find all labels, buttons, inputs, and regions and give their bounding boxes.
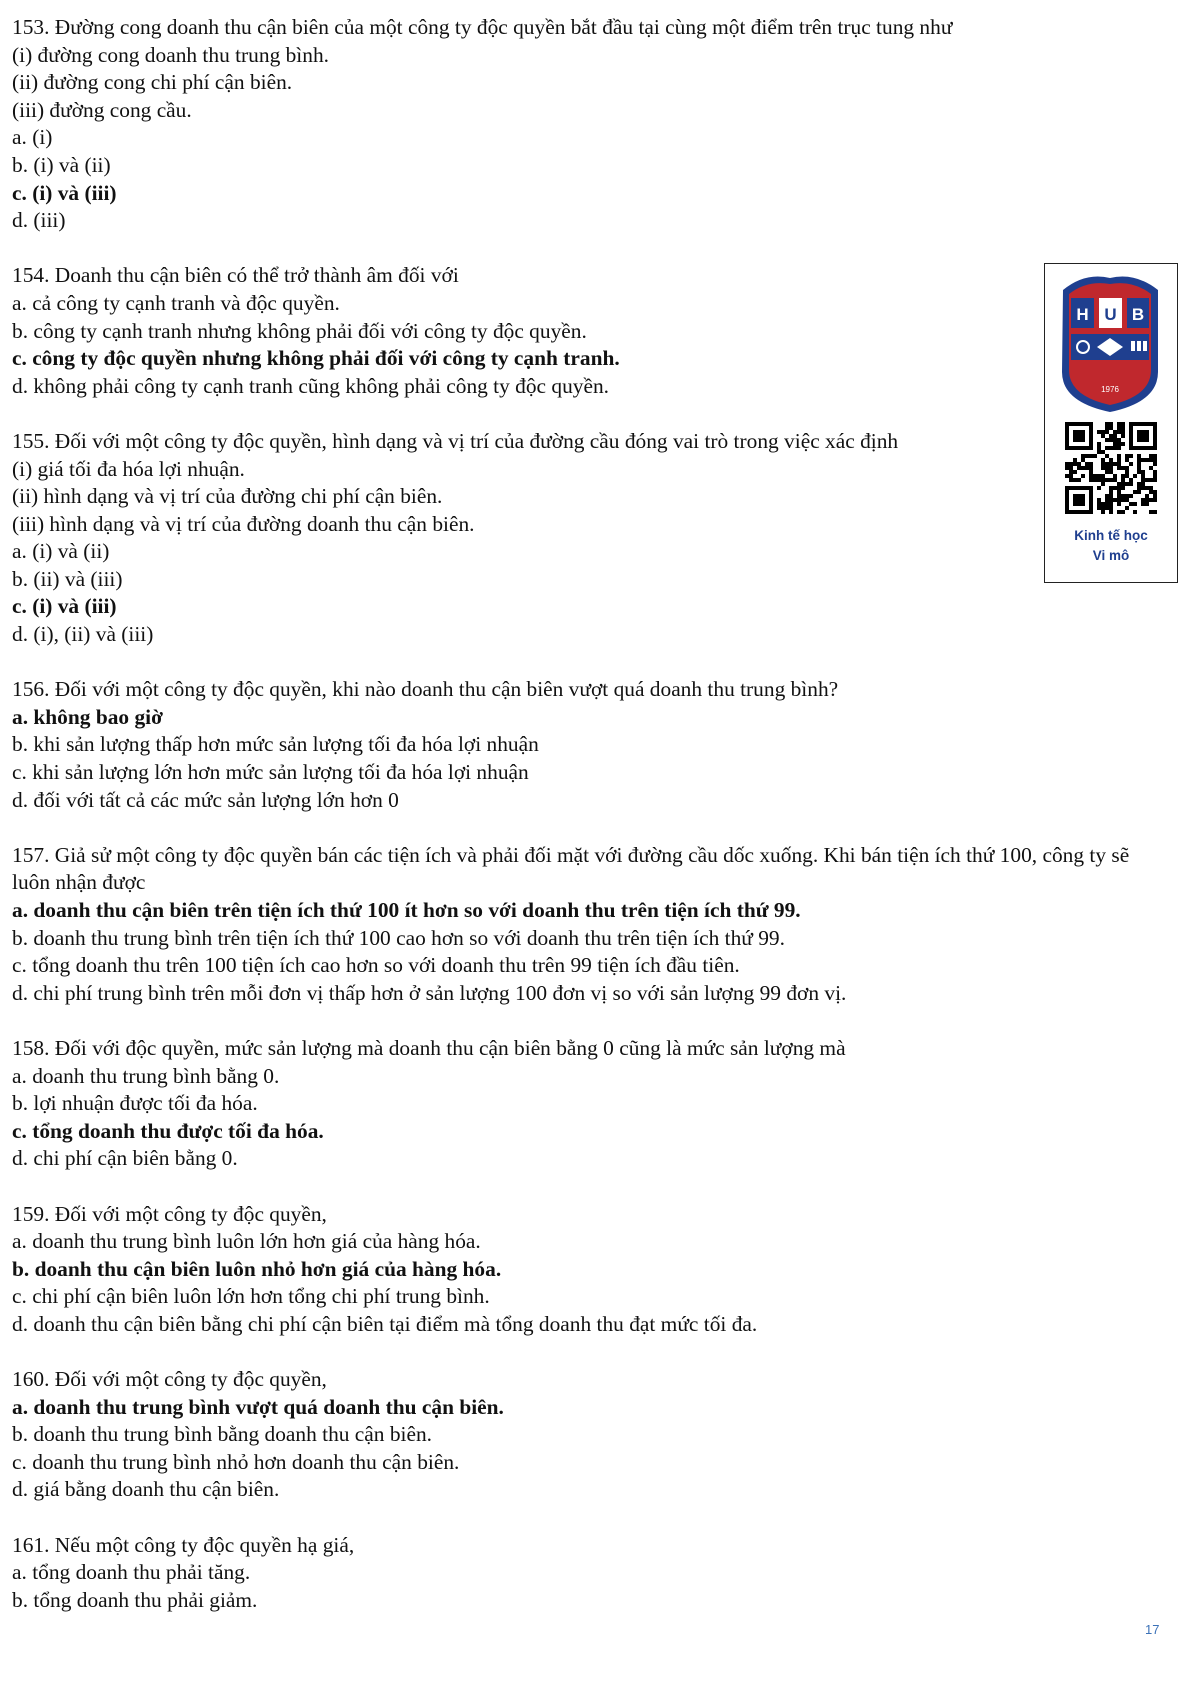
answer-option: d. giá bằng doanh thu cận biên. xyxy=(12,1477,280,1502)
question-stem: 159. Đối với một công ty độc quyền, xyxy=(12,1201,327,1226)
question-block xyxy=(12,262,1172,400)
question-block xyxy=(12,1201,1172,1339)
question-stem: 156. Đối với một công ty độc quyền, khi nào doanh thu cận biên vượt quá doanh thu trung bình? xyxy=(12,677,839,702)
answer-option: a. doanh thu trung bình vượt quá doanh thu cận biên. xyxy=(12,1394,504,1419)
answer-option: (iii) đường cong cầu. xyxy=(12,97,192,122)
answer-option: c. doanh thu trung bình nhỏ hơn doanh thu cận biên. xyxy=(12,1449,460,1474)
answer-option: a. doanh thu cận biên trên tiện ích thứ 100 ít hơn so với doanh thu trên tiện ích thứ 99. xyxy=(12,898,801,922)
document-body xyxy=(12,14,1172,1642)
answer-option: b. công ty cạnh tranh nhưng không phải đối với công ty độc quyền. xyxy=(12,318,587,343)
answer-option: a. không bao giờ xyxy=(12,704,163,729)
emblem-letter: U xyxy=(1104,305,1117,324)
question-stem: 161. Nếu một công ty độc quyền hạ giá, xyxy=(12,1532,355,1557)
answer-option: c. tổng doanh thu trên 100 tiện ích cao hơn so với doanh thu trên 99 tiện ích đầu tiên. xyxy=(12,953,740,978)
answer-option: a. cả công ty cạnh tranh và độc quyền. xyxy=(12,290,340,315)
answer-option: d. đối với tất cả các mức sản lượng lớn hơn 0 xyxy=(12,787,399,812)
answer-option: c. chi phí cận biên luôn lớn hơn tổng chi phí trung bình. xyxy=(12,1284,490,1309)
emblem-letter: H xyxy=(1076,305,1089,324)
question-stem: 160. Đối với một công ty độc quyền, xyxy=(12,1367,327,1392)
page-number: 17 xyxy=(1145,1622,1160,1637)
answer-option: c. khi sản lượng lớn hơn mức sản lượng tối đa hóa lợi nhuận xyxy=(12,760,529,785)
answer-option: (i) đường cong doanh thu trung bình. xyxy=(12,42,329,67)
emblem-year: 1976 xyxy=(1101,385,1119,394)
question-stem: 153. Đường cong doanh thu cận biên của một công ty độc quyền bắt đầu tại cùng một điểm trên trục tung như xyxy=(12,15,953,39)
answer-option: b. tổng doanh thu phải giảm. xyxy=(12,1587,258,1612)
emblem-letter: B xyxy=(1131,305,1145,324)
question-block xyxy=(12,676,1172,814)
answer-option: b. (i) và (ii) xyxy=(12,152,111,177)
question-stem: 157. Giả sử một công ty độc quyền bán các tiện ích và phải đối mặt với đường cầu dốc xuống. Khi bán tiện ích thứ 100, công ty sẽ luôn nhận được xyxy=(12,842,1130,895)
question-block xyxy=(12,842,1172,1008)
answer-option: a. doanh thu trung bình bằng 0. xyxy=(12,1063,280,1088)
question-stem: 154. Doanh thu cận biên có thể trở thành âm đối với xyxy=(12,263,459,288)
answer-option: c. tổng doanh thu được tối đa hóa. xyxy=(12,1118,324,1143)
answer-option: c. công ty độc quyền nhưng không phải đối với công ty cạnh tranh. xyxy=(12,346,620,371)
answer-option: b. (ii) và (iii) xyxy=(12,566,123,591)
answer-option: b. doanh thu trung bình trên tiện ích thứ 100 cao hơn so với doanh thu trên tiện ích thứ 99. xyxy=(12,925,785,950)
answer-option: c. (i) và (iii) xyxy=(12,594,117,619)
answer-option: a. (i) xyxy=(12,125,53,150)
answer-option: d. chi phí trung bình trên mỗi đơn vị thấp hơn ở sản lượng 100 đơn vị so với sản lượng 99 đơn vị. xyxy=(12,980,847,1005)
answer-option: d. chi phí cận biên bằng 0. xyxy=(12,1146,238,1171)
question-block xyxy=(12,1035,1172,1173)
answer-option: b. doanh thu cận biên luôn nhỏ hơn giá của hàng hóa. xyxy=(12,1256,502,1281)
answer-option: b. lợi nhuận được tối đa hóa. xyxy=(12,1091,258,1116)
answer-option: d. không phải công ty cạnh tranh cũng không phải công ty độc quyền. xyxy=(12,373,610,398)
logo-card xyxy=(1044,263,1178,583)
answer-option: c. (i) và (iii) xyxy=(12,180,117,205)
answer-option: (ii) hình dạng và vị trí của đường chi phí cận biên. xyxy=(12,484,443,509)
answer-option: d. (iii) xyxy=(12,208,66,233)
answer-option: a. (i) và (ii) xyxy=(12,539,110,564)
question-block xyxy=(12,428,1172,649)
answer-option: d. (i), (ii) và (iii) xyxy=(12,622,154,647)
card-caption-line2: Vi mô xyxy=(1092,548,1130,563)
answer-option: a. tổng doanh thu phải tăng. xyxy=(12,1560,251,1585)
answer-option: (ii) đường cong chi phí cận biên. xyxy=(12,70,293,95)
answer-option: (iii) hình dạng và vị trí của đường doanh thu cận biên. xyxy=(12,511,475,536)
qr-code xyxy=(1065,422,1157,514)
question-stem: 155. Đối với một công ty độc quyền, hình dạng và vị trí của đường cầu đóng vai trò trong việc xác định xyxy=(12,428,899,453)
card-caption-line1: Kinh tế học xyxy=(1074,528,1148,543)
hub-shield-logo xyxy=(1062,277,1158,413)
question-stem: 158. Đối với độc quyền, mức sản lượng mà doanh thu cận biên bằng 0 cũng là mức sản lượng mà xyxy=(12,1035,846,1060)
answer-option: a. doanh thu trung bình luôn lớn hơn giá của hàng hóa. xyxy=(12,1229,481,1254)
question-block xyxy=(12,1532,1172,1615)
question-block xyxy=(12,14,1172,235)
answer-option: (i) giá tối đa hóa lợi nhuận. xyxy=(12,456,245,481)
question-block xyxy=(12,1366,1172,1504)
answer-option: d. doanh thu cận biên bằng chi phí cận biên tại điểm mà tổng doanh thu đạt mức tối đa. xyxy=(12,1311,758,1336)
answer-option: b. khi sản lượng thấp hơn mức sản lượng tối đa hóa lợi nhuận xyxy=(12,732,539,757)
answer-option: b. doanh thu trung bình bằng doanh thu cận biên. xyxy=(12,1422,433,1447)
